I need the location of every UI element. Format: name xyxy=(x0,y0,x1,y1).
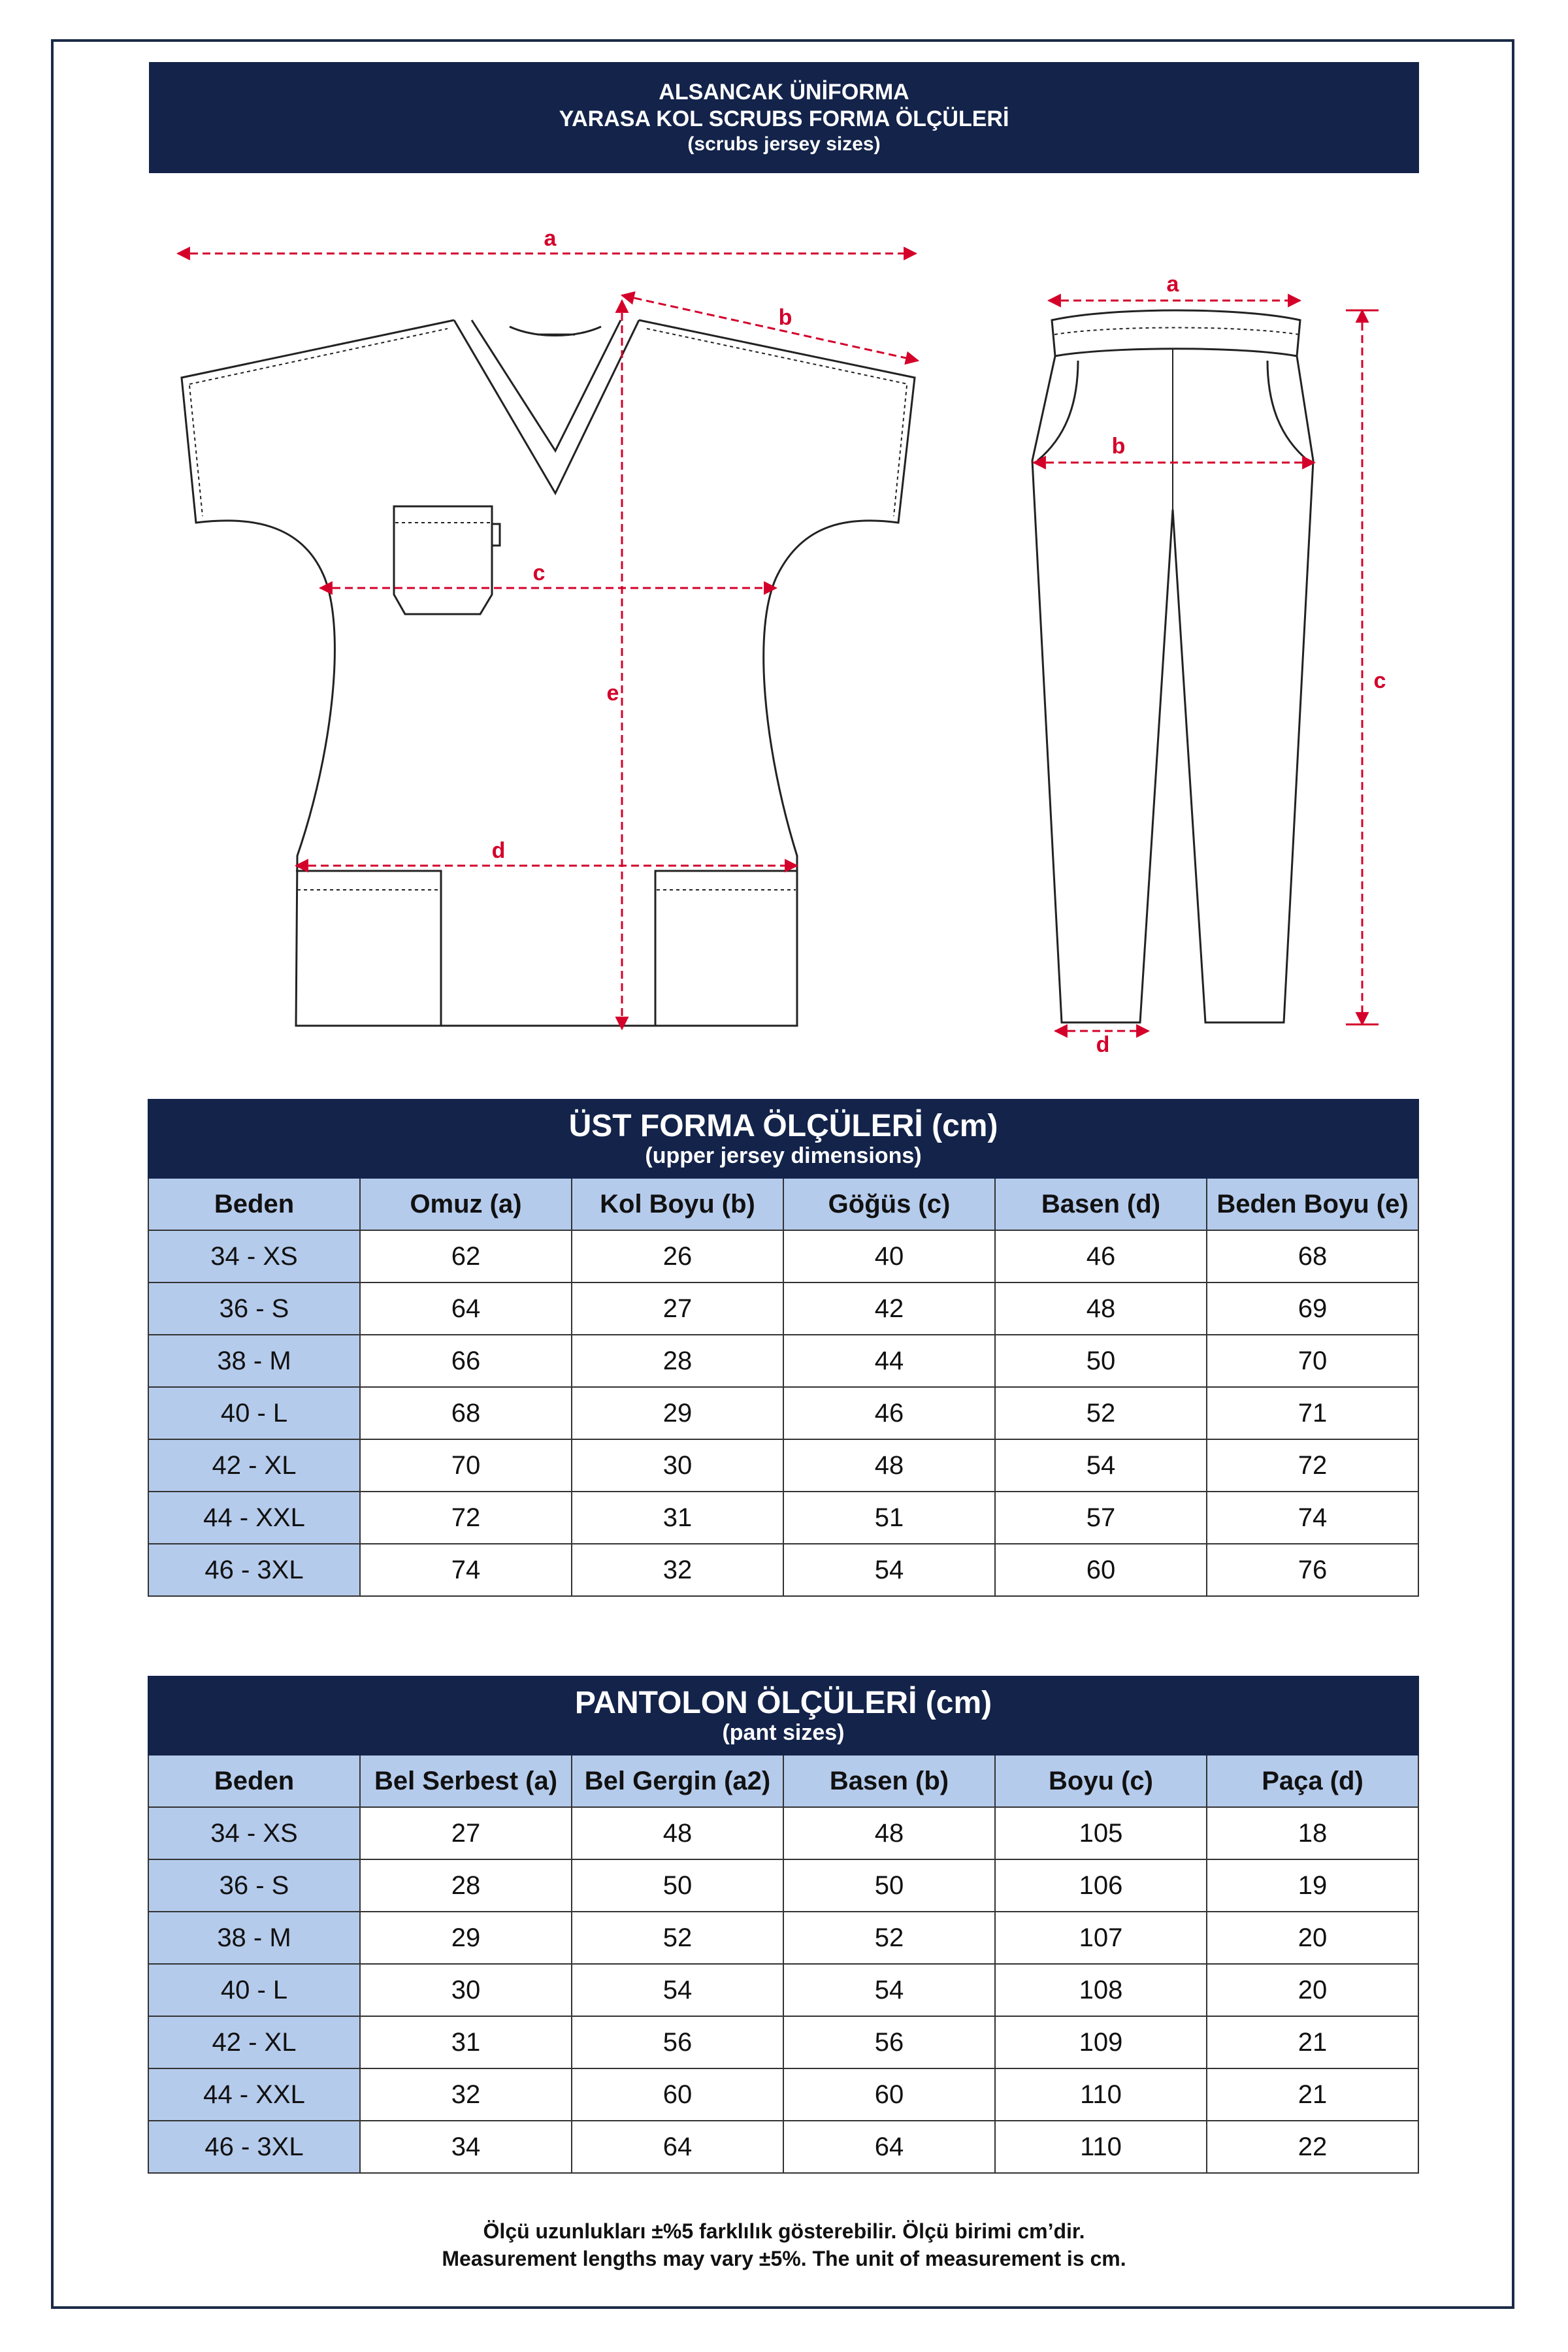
size-cell: 38 - M xyxy=(148,1912,360,1964)
size-cell: 34 - XS xyxy=(148,1807,360,1859)
pant-table-subtitle: (pant sizes) xyxy=(722,1720,845,1745)
shirt-dimensions xyxy=(178,253,918,1029)
table-row xyxy=(148,1335,1418,1387)
value-cell: 62 xyxy=(360,1230,572,1282)
value-cell: 32 xyxy=(572,1544,783,1596)
column-header: Bel Gergin (a2) xyxy=(572,1755,783,1807)
size-cell: 46 - 3XL xyxy=(148,2121,360,2173)
column-header: Beden xyxy=(148,1755,360,1807)
footer-note xyxy=(149,2218,1419,2272)
value-cell: 32 xyxy=(360,2068,572,2121)
value-cell: 60 xyxy=(572,2068,783,2121)
value-cell: 21 xyxy=(1207,2068,1418,2121)
value-cell: 52 xyxy=(995,1387,1207,1439)
value-cell: 18 xyxy=(1207,1807,1418,1859)
table-row xyxy=(148,2121,1418,2173)
size-cell: 46 - 3XL xyxy=(148,1544,360,1596)
value-cell: 64 xyxy=(360,1282,572,1335)
table-row xyxy=(148,2068,1418,2121)
value-cell: 56 xyxy=(783,2016,995,2068)
value-cell: 52 xyxy=(572,1912,783,1964)
value-cell: 51 xyxy=(783,1492,995,1544)
value-cell: 71 xyxy=(1207,1387,1418,1439)
upper-size-table xyxy=(148,1099,1419,1597)
value-cell: 107 xyxy=(995,1912,1207,1964)
value-cell: 54 xyxy=(572,1964,783,2016)
value-cell: 54 xyxy=(783,1964,995,2016)
value-cell: 30 xyxy=(360,1964,572,2016)
value-cell: 31 xyxy=(572,1492,783,1544)
size-cell: 42 - XL xyxy=(148,1439,360,1492)
value-cell: 72 xyxy=(360,1492,572,1544)
value-cell: 105 xyxy=(995,1807,1207,1859)
value-cell: 30 xyxy=(572,1439,783,1492)
table-row xyxy=(148,1544,1418,1596)
value-cell: 68 xyxy=(360,1387,572,1439)
value-cell: 28 xyxy=(360,1859,572,1912)
shirt-outline xyxy=(182,320,915,1026)
column-header: Beden Boyu (e) xyxy=(1207,1178,1418,1230)
value-cell: 44 xyxy=(783,1335,995,1387)
value-cell: 70 xyxy=(360,1439,572,1492)
value-cell: 110 xyxy=(995,2121,1207,2173)
pants-label-c: c xyxy=(1373,668,1386,693)
table-row xyxy=(148,1387,1418,1439)
value-cell: 48 xyxy=(572,1807,783,1859)
value-cell: 46 xyxy=(995,1230,1207,1282)
value-cell: 60 xyxy=(995,1544,1207,1596)
column-header: Beden xyxy=(148,1178,360,1230)
table-row xyxy=(148,1230,1418,1282)
value-cell: 40 xyxy=(783,1230,995,1282)
size-cell: 36 - S xyxy=(148,1859,360,1912)
value-cell: 110 xyxy=(995,2068,1207,2121)
brand-title: ALSANCAK ÜNİFORMA xyxy=(659,80,909,105)
footer-note-tr: Ölçü uzunlukları ±%5 farklılık gösterebilir. Ölçü birimi cm’dir. xyxy=(483,2219,1085,2243)
value-cell: 109 xyxy=(995,2016,1207,2068)
shirt-label-c: c xyxy=(532,561,546,585)
column-header: Basen (d) xyxy=(995,1178,1207,1230)
value-cell: 68 xyxy=(1207,1230,1418,1282)
shirt-label-d: d xyxy=(491,838,506,863)
size-cell: 44 - XXL xyxy=(148,2068,360,2121)
table-row xyxy=(148,1859,1418,1912)
value-cell: 48 xyxy=(995,1282,1207,1335)
value-cell: 54 xyxy=(783,1544,995,1596)
column-header: Paça (d) xyxy=(1207,1755,1418,1807)
size-cell: 40 - L xyxy=(148,1387,360,1439)
value-cell: 29 xyxy=(572,1387,783,1439)
pants-label-a: a xyxy=(1166,272,1179,297)
value-cell: 56 xyxy=(572,2016,783,2068)
table-row xyxy=(148,1807,1418,1859)
value-cell: 26 xyxy=(572,1230,783,1282)
value-cell: 27 xyxy=(572,1282,783,1335)
value-cell: 57 xyxy=(995,1492,1207,1544)
pant-table-title: PANTOLON ÖLÇÜLERİ (cm) xyxy=(574,1685,992,1720)
value-cell: 46 xyxy=(783,1387,995,1439)
upper-table-header xyxy=(148,1100,1418,1178)
value-cell: 72 xyxy=(1207,1439,1418,1492)
value-cell: 64 xyxy=(783,2121,995,2173)
garment-diagram xyxy=(0,0,1568,1071)
value-cell: 31 xyxy=(360,2016,572,2068)
value-cell: 52 xyxy=(783,1912,995,1964)
pants-label-d: d xyxy=(1096,1032,1110,1057)
shirt-dim-b-line xyxy=(622,295,918,361)
value-cell: 106 xyxy=(995,1859,1207,1912)
column-header: Göğüs (c) xyxy=(783,1178,995,1230)
table-row xyxy=(148,1492,1418,1544)
value-cell: 19 xyxy=(1207,1859,1418,1912)
size-cell: 36 - S xyxy=(148,1282,360,1335)
shirt-label-e: e xyxy=(606,681,619,706)
table-row xyxy=(148,1282,1418,1335)
size-cell: 40 - L xyxy=(148,1964,360,2016)
value-cell: 54 xyxy=(995,1439,1207,1492)
value-cell: 64 xyxy=(572,2121,783,2173)
value-cell: 108 xyxy=(995,1964,1207,2016)
value-cell: 66 xyxy=(360,1335,572,1387)
size-cell: 38 - M xyxy=(148,1335,360,1387)
footer-note-en: Measurement lengths may vary ±5%. The unit of measurement is cm. xyxy=(442,2246,1126,2270)
pants-outline xyxy=(1032,310,1313,1022)
column-header: Basen (b) xyxy=(783,1755,995,1807)
pant-table-column-row xyxy=(148,1755,1418,1807)
upper-table-subtitle: (upper jersey dimensions) xyxy=(645,1143,922,1168)
pants-label-b: b xyxy=(1111,434,1126,459)
value-cell: 42 xyxy=(783,1282,995,1335)
value-cell: 60 xyxy=(783,2068,995,2121)
value-cell: 76 xyxy=(1207,1544,1418,1596)
value-cell: 20 xyxy=(1207,1912,1418,1964)
value-cell: 50 xyxy=(572,1859,783,1912)
value-cell: 70 xyxy=(1207,1335,1418,1387)
table-row xyxy=(148,1439,1418,1492)
size-cell: 42 - XL xyxy=(148,2016,360,2068)
chart-subtitle: (scrubs jersey sizes) xyxy=(687,133,881,155)
table-row xyxy=(148,2016,1418,2068)
value-cell: 27 xyxy=(360,1807,572,1859)
value-cell: 74 xyxy=(360,1544,572,1596)
value-cell: 69 xyxy=(1207,1282,1418,1335)
value-cell: 48 xyxy=(783,1439,995,1492)
value-cell: 20 xyxy=(1207,1964,1418,2016)
value-cell: 48 xyxy=(783,1807,995,1859)
value-cell: 50 xyxy=(995,1335,1207,1387)
value-cell: 28 xyxy=(572,1335,783,1387)
chart-title: YARASA KOL SCRUBS FORMA ÖLÇÜLERİ xyxy=(559,106,1009,131)
column-header: Kol Boyu (b) xyxy=(572,1178,783,1230)
pant-table-header xyxy=(148,1676,1418,1755)
shirt-label-a: a xyxy=(544,226,557,251)
value-cell: 29 xyxy=(360,1912,572,1964)
value-cell: 74 xyxy=(1207,1492,1418,1544)
upper-table-title: ÜST FORMA ÖLÇÜLERİ (cm) xyxy=(568,1108,998,1143)
value-cell: 21 xyxy=(1207,2016,1418,2068)
size-cell: 34 - XS xyxy=(148,1230,360,1282)
table-row xyxy=(148,1964,1418,2016)
table-row xyxy=(148,1912,1418,1964)
column-header: Omuz (a) xyxy=(360,1178,572,1230)
value-cell: 34 xyxy=(360,2121,572,2173)
column-header: Boyu (c) xyxy=(995,1755,1207,1807)
pants-dimensions xyxy=(1034,301,1379,1031)
shirt-label-b: b xyxy=(778,305,792,330)
upper-table-column-row xyxy=(148,1178,1418,1230)
column-header: Bel Serbest (a) xyxy=(360,1755,572,1807)
value-cell: 22 xyxy=(1207,2121,1418,2173)
size-cell: 44 - XXL xyxy=(148,1492,360,1544)
pant-size-table xyxy=(148,1676,1419,2174)
value-cell: 50 xyxy=(783,1859,995,1912)
